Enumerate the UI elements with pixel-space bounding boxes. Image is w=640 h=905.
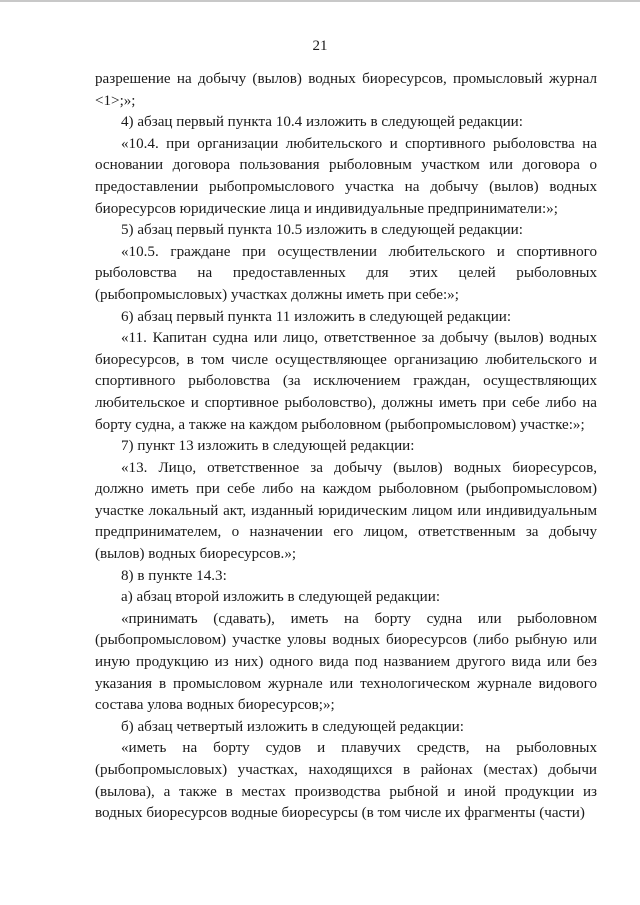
page-number: 21 xyxy=(312,38,328,54)
paragraph-6: 6) абзац первый пункта 11 изложить в следующей редакции: xyxy=(121,308,512,325)
paragraph-5: «10.5. граждане при осуществлении любительского и спортивного рыболовства на предоставленных для этих целей рыболовных (рыбопромысловых) участках должны иметь при себе:»; xyxy=(95,243,597,303)
paragraph-14: «иметь на борту судов и плавучих средств, на рыболовных (рыбопромысловых) участках, находящихся в районах (местах) добычи (вылова), а также в местах производства рыбной и иной продукции из водных биоресурсов водные биоресурсы (в том числе их фрагменты (части) xyxy=(95,740,597,822)
paragraph-11: а) абзац второй изложить в следующей редакции: xyxy=(121,589,441,606)
paragraph-7: «11. Капитан судна или лицо, ответственное за добычу (вылов) водных биоресурсов, в том числе осуществляющее организацию любительского и спортивного рыболовства (за исключением граждан, осуществляющих любительское и спортивное рыболовство), должны иметь при себе либо на борту судна, а также на каждом рыболовном (рыбопромысловом) участке:»; xyxy=(95,330,597,433)
paragraph-2: 4) абзац первый пункта 10.4 изложить в следующей редакции: xyxy=(121,114,523,131)
paragraph-1: разрешение на добычу (вылов) водных биоресурсов, промысловый журнал <1>;»; xyxy=(95,71,597,109)
paragraph-3: «10.4. при организации любительского и спортивного рыболовства на основании договора пользования рыболовным участком или договора о предоставлении рыбопромыслового участка на добычу (вылов) водных биоресурсов юридические лица и индивидуальные предприниматели:»; xyxy=(95,135,597,217)
paragraph-9: «13. Лицо, ответственное за добычу (вылов) водных биоресурсов, должно иметь при себе либо на каждом рыболовном (рыбопромысловом) участке локальный акт, изданный юридическим лицом или индивидуальным предпринимателем, о назначении его лицом, ответственным за добычу (вылов) водных биоресурсов.»; xyxy=(95,459,597,563)
paragraph-4: 5) абзац первый пункта 10.5 изложить в следующей редакции: xyxy=(121,222,523,239)
document-body xyxy=(95,69,597,825)
paragraph-8: 7) пункт 13 изложить в следующей редакции: xyxy=(121,438,415,455)
paragraph-13: б) абзац четвертый изложить в следующей редакции: xyxy=(121,718,464,735)
paragraph-12: «принимать (сдавать), иметь на борту судна или рыболовном (рыбопромысловом) участке уловы водных биоресурсов (либо рыбную или иную продукцию из них) одного вида под названием другого вида или без указания в промысловом журнале или технологическом журнале видового состава улова водных биоресурсов;»; xyxy=(95,610,597,714)
top-border-line xyxy=(0,0,640,2)
paragraph-10: 8) в пункте 14.3: xyxy=(121,567,227,584)
